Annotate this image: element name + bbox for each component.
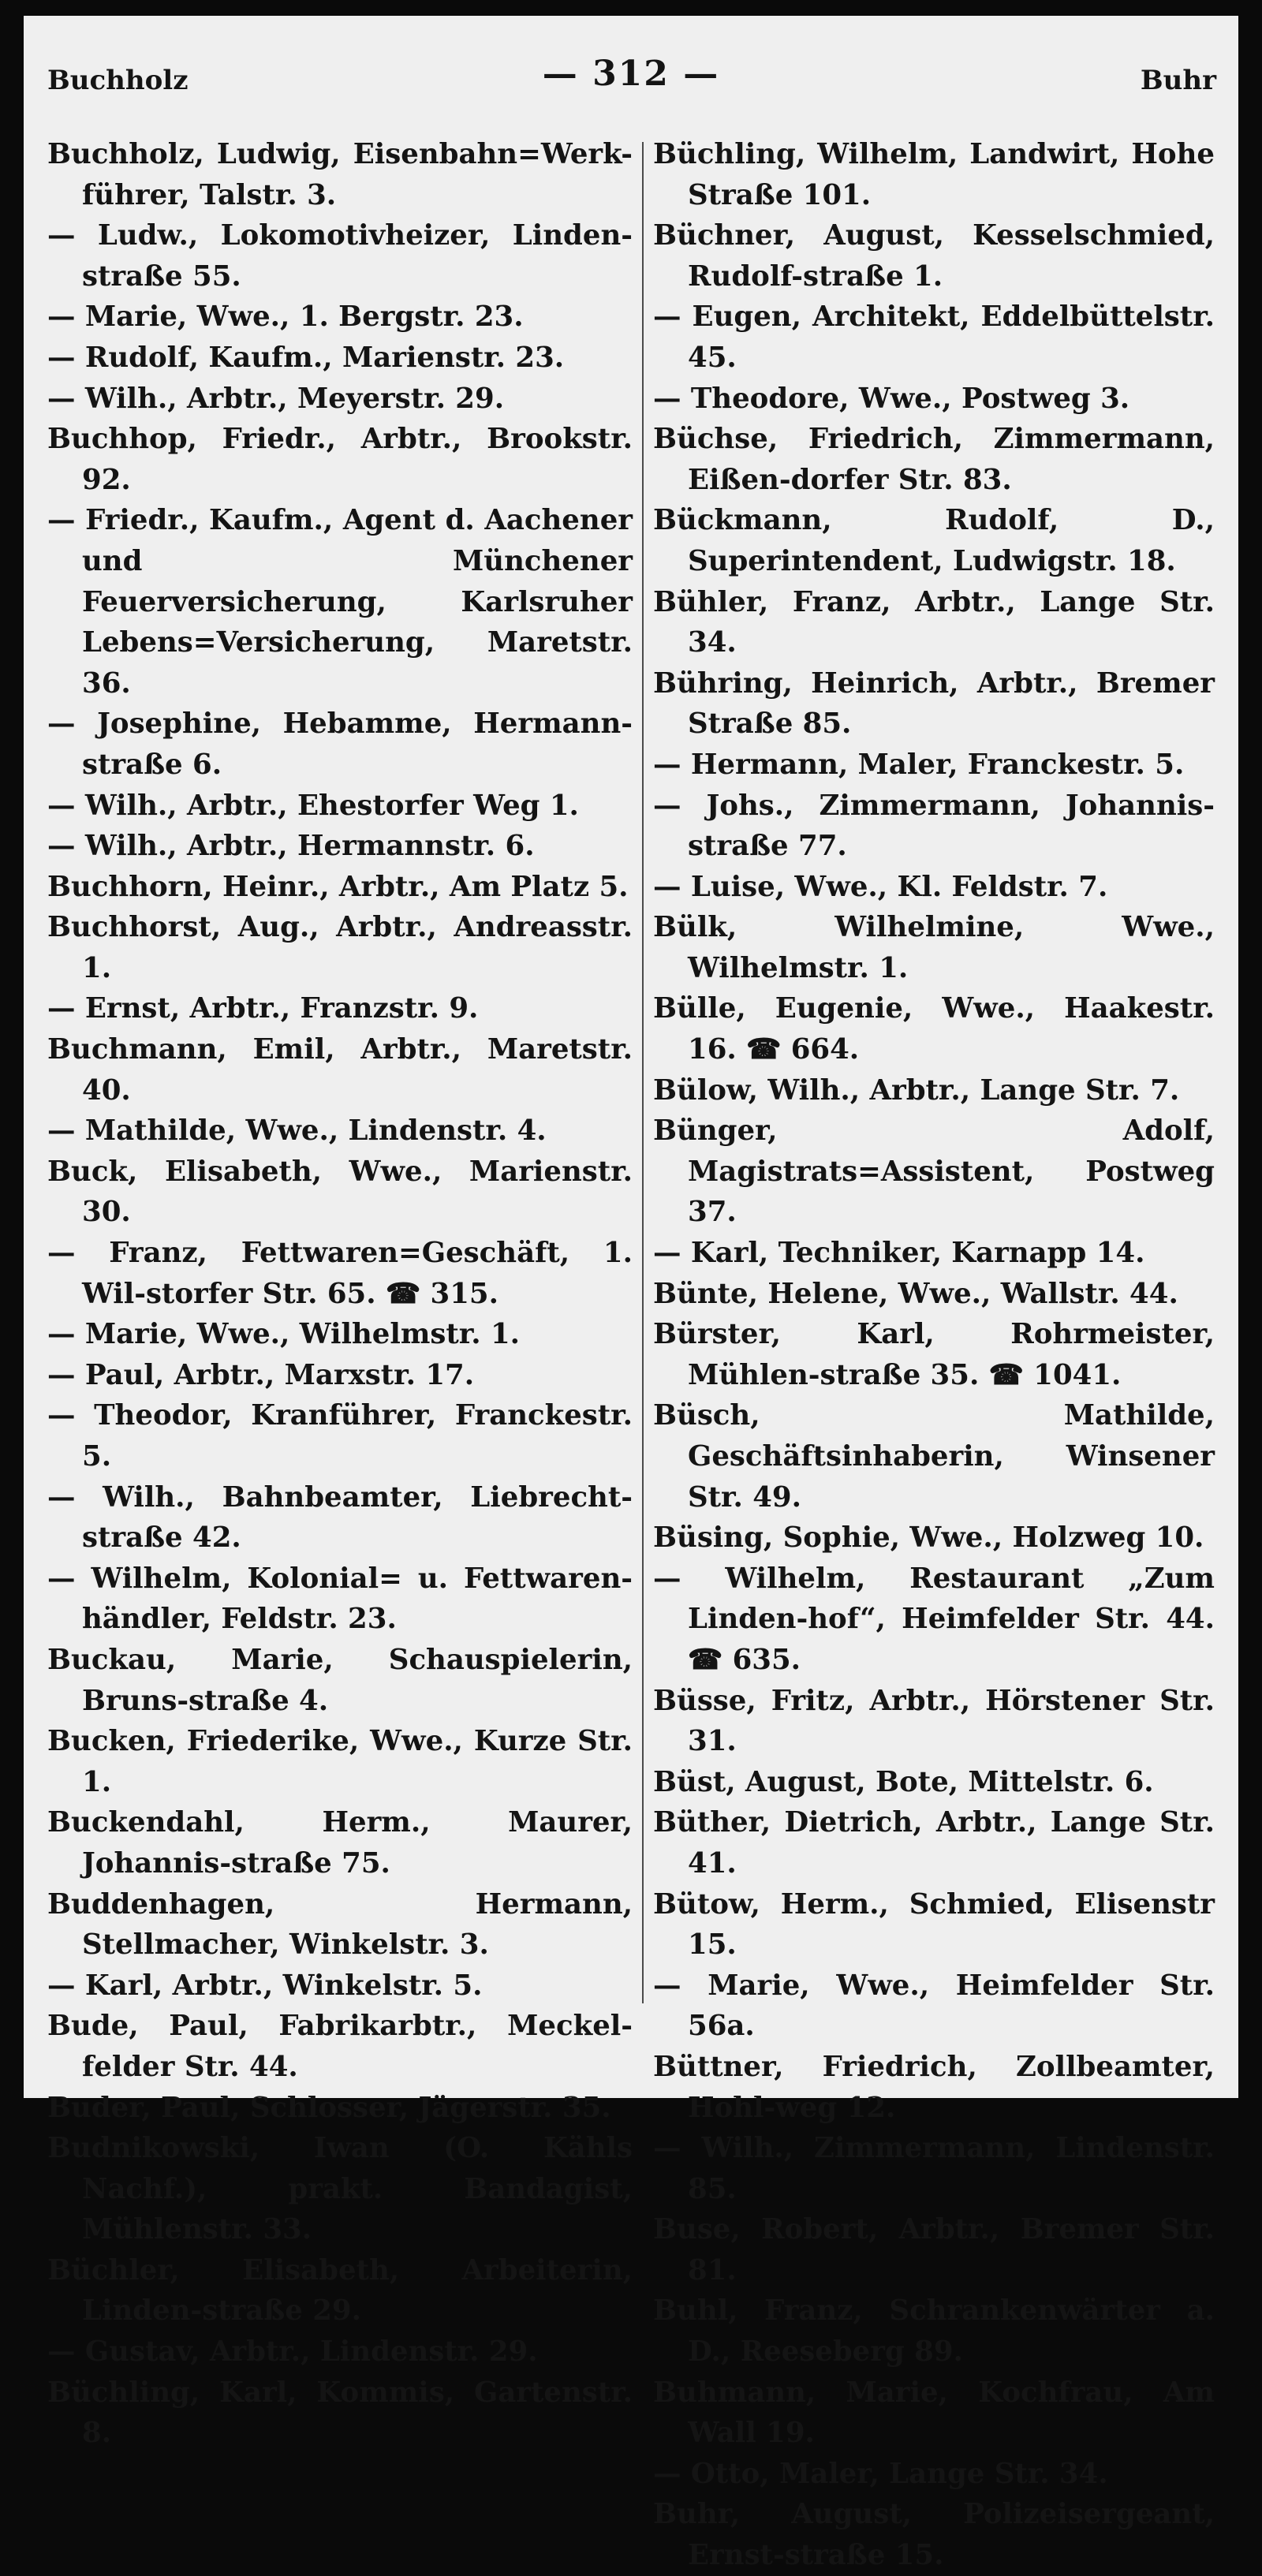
directory-entry: — Marie, Wwe., Wilhelmstr. 1. (47, 1318, 521, 1351)
directory-entry: — Marie, Wwe., Heimfelder Str. 56a. (653, 1969, 1215, 2043)
right-column (653, 134, 1215, 2576)
directory-entry: Buckau, Marie, Schauspielerin, Bruns-straße 4. (47, 1643, 633, 1717)
directory-entry: — Mathilde, Wwe., Lindenstr. 4. (47, 1114, 547, 1148)
directory-entry: — Wilhelm, Restaurant „Zum Linden-hof“, Heimfelder Str. 44. ☎ 635. (653, 1562, 1215, 1676)
directory-entry: Büchner, August, Kesselschmied, Rudolf-straße 1. (653, 219, 1215, 293)
directory-entry: — Wilh., Bahnbeamter, Liebrecht-straße 42. (47, 1480, 633, 1555)
directory-entry: — Wilh., Arbtr., Hermannstr. 6. (47, 830, 535, 863)
page-header (24, 54, 1238, 109)
directory-entry: Bülk, Wilhelmine, Wwe., Wilhelmstr. 1. (653, 911, 1215, 984)
directory-entry: Bückmann, Rudolf, D., Superintendent, Ludwigstr. 18. (653, 504, 1215, 577)
directory-entry: — Karl, Techniker, Karnapp 14. (653, 1237, 1145, 1270)
left-column (47, 134, 633, 2454)
directory-entry: — Wilh., Arbtr., Meyerstr. 29. (47, 382, 505, 415)
directory-entry: Büchse, Friedrich, Zimmermann, Eißen-dorfer Str. 83. (653, 423, 1215, 496)
directory-entry: Buchmann, Emil, Arbtr., Maretstr. 40. (47, 1033, 633, 1107)
directory-entry: Buhmann, Marie, Kochfrau, Am Wall 19. (653, 2376, 1215, 2450)
directory-entry: Bucken, Friederike, Wwe., Kurze Str. 1. (47, 1725, 633, 1798)
directory-entry: Büsch, Mathilde, Geschäftsinhaberin, Winsener Str. 49. (653, 1399, 1215, 1514)
directory-entry: — Josephine, Hebamme, Hermann-straße 6. (47, 707, 633, 781)
directory-entry: Buckendahl, Herm., Maurer, Johannis-straße 75. (47, 1806, 633, 1880)
directory-entry: Bühler, Franz, Arbtr., Lange Str. 34. (653, 585, 1215, 659)
directory-entry: Büther, Dietrich, Arbtr., Lange Str. 41. (653, 1806, 1215, 1880)
directory-entry: Bünte, Helene, Wwe., Wallstr. 44. (653, 1277, 1178, 1310)
directory-entry: Bühring, Heinrich, Arbtr., Bremer Straße 85. (653, 666, 1215, 741)
directory-entry: — Johs., Zimmermann, Johannis-straße 77. (653, 789, 1215, 863)
directory-entry: — Wilh., Arbtr., Ehestorfer Weg 1. (47, 789, 579, 822)
directory-entry: — Paul, Arbtr., Marxstr. 17. (47, 1358, 475, 1391)
directory-entry: — Hermann, Maler, Franckestr. 5. (653, 748, 1185, 781)
directory-entry: Buder, Paul, Schlosser, Jägerstr. 35. (47, 2091, 611, 2124)
directory-entry: — Theodor, Kranführer, Franckestr. 5. (47, 1399, 633, 1473)
directory-entry: — Franz, Fettwaren=Geschäft, 1. Wil-storfer Str. 65. ☎ 315. (47, 1237, 633, 1310)
directory-page (24, 16, 1238, 2572)
directory-entry: Budnikowski, Iwan (O. Kähls Nachf.), prakt. Bandagist, Mühlenstr. 33. (47, 2132, 633, 2246)
page-number: — 312 — (542, 54, 720, 94)
directory-entry: Büsing, Sophie, Wwe., Holzweg 10. (653, 1521, 1204, 1555)
directory-entry: Bude, Paul, Fabrikarbtr., Meckel-felder Str. 44. (47, 2010, 633, 2083)
directory-entry: Buhl, Franz, Schrankenwärter a. D., Reeseberg 89. (653, 2294, 1215, 2369)
directory-entry: Büttner, Friedrich, Zollbeamter, Hohl-weg 12. (653, 2050, 1215, 2124)
directory-entry: — Wilh., Zimmermann, Lindenstr. 85. (653, 2132, 1215, 2205)
directory-entry: Büchler, Elisabeth, Arbeiterin, Linden-straße 29. (47, 2253, 633, 2328)
header-right-keyword: Buhr (1140, 65, 1216, 96)
directory-entry: — Eugen, Architekt, Eddelbüttelstr. 45. (653, 301, 1215, 374)
directory-entry: Buse, Robert, Arbtr., Bremer Str. 81. (653, 2213, 1215, 2287)
directory-entry: — Ludw., Lokomotivheizer, Linden-straße 55. (47, 219, 633, 293)
directory-entry: Büchling, Wilhelm, Landwirt, Hohe Straße 101. (653, 138, 1215, 211)
directory-entry: — Karl, Arbtr., Winkelstr. 5. (47, 1969, 483, 2002)
directory-entry: — Ernst, Arbtr., Franzstr. 9. (47, 992, 479, 1025)
directory-entry: Bülow, Wilh., Arbtr., Lange Str. 7. (653, 1073, 1180, 1107)
directory-entry: — Friedr., Kaufm., Agent d. Aachener und Münchener Feuerversicherung, Karlsruher Lebens=Versicherung, Maretstr. 36. (47, 504, 633, 700)
directory-entry: — Theodore, Wwe., Postweg 3. (653, 382, 1130, 415)
directory-entry: — Rudolf, Kaufm., Marienstr. 23. (47, 341, 565, 374)
directory-entry: — Gustav, Arbtr., Lindenstr. 29. (47, 2335, 538, 2369)
directory-entry: Bünger, Adolf, Magistrats=Assistent, Postweg 37. (653, 1114, 1215, 1229)
directory-entry: Bülle, Eugenie, Wwe., Haakestr. 16. ☎ 664. (653, 992, 1215, 1066)
directory-entry: Buchhorn, Heinr., Arbtr., Am Platz 5. (47, 870, 629, 903)
column-divider (642, 142, 644, 2003)
directory-entry: Buchhop, Friedr., Arbtr., Brookstr. 92. (47, 423, 633, 496)
directory-entry: Bütow, Herm., Schmied, Elisenstr 15. (653, 1887, 1215, 1962)
directory-entry: Bürster, Karl, Rohrmeister, Mühlen-straße 35. ☎ 1041. (653, 1318, 1215, 1391)
directory-entry: — Otto, Maler, Lange Str. 34. (653, 2457, 1108, 2490)
directory-entry: Buck, Elisabeth, Wwe., Marienstr. 30. (47, 1155, 633, 1229)
directory-entry: Büst, August, Bote, Mittelstr. 6. (653, 1765, 1154, 1798)
directory-entry: — Marie, Wwe., 1. Bergstr. 23. (47, 301, 524, 334)
directory-entry: — Wilhelm, Kolonial= u. Fettwaren-händler, Feldstr. 23. (47, 1562, 633, 1636)
directory-entry: Buhr, August, Polizeisergeant, Ernst-straße 15. (653, 2498, 1215, 2572)
directory-entry: Büchling, Karl, Kommis, Gartenstr. 8. (47, 2376, 633, 2450)
directory-entry: Büsse, Fritz, Arbtr., Hörstener Str. 31. (653, 1684, 1215, 1758)
directory-entry: Buddenhagen, Hermann, Stellmacher, Winkelstr. 3. (47, 1887, 633, 1962)
header-left-keyword: Buchholz (47, 65, 189, 96)
directory-entry: — Luise, Wwe., Kl. Feldstr. 7. (653, 870, 1108, 903)
directory-entry: Buchholz, Ludwig, Eisenbahn=Werk-führer, Talstr. 3. (47, 138, 633, 211)
directory-entry: Buchhorst, Aug., Arbtr., Andreasstr. 1. (47, 911, 633, 984)
